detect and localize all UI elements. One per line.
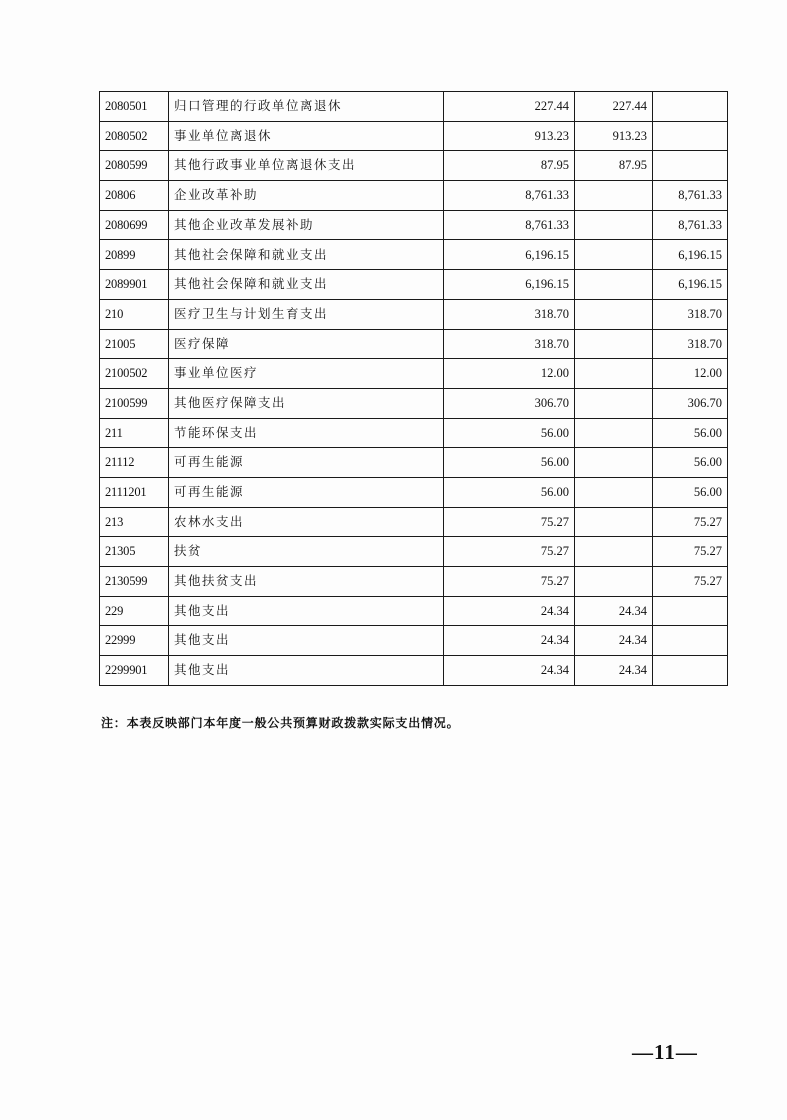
account-code-cell: 213 bbox=[100, 507, 169, 537]
account-name-cell: 其他企业改革发展补助 bbox=[169, 210, 444, 240]
account-code-cell: 2130599 bbox=[100, 567, 169, 597]
basic-expenditure-cell bbox=[575, 299, 653, 329]
total-amount-cell: 318.70 bbox=[444, 329, 575, 359]
account-name-cell: 节能环保支出 bbox=[169, 418, 444, 448]
account-name-cell: 其他行政事业单位离退休支出 bbox=[169, 151, 444, 181]
basic-expenditure-cell bbox=[575, 388, 653, 418]
table-row bbox=[100, 329, 728, 359]
total-amount-cell: 56.00 bbox=[444, 477, 575, 507]
basic-expenditure-cell bbox=[575, 477, 653, 507]
project-expenditure-cell: 56.00 bbox=[653, 418, 728, 448]
account-code-cell: 210 bbox=[100, 299, 169, 329]
account-code-cell: 211 bbox=[100, 418, 169, 448]
project-expenditure-cell bbox=[653, 656, 728, 686]
basic-expenditure-cell bbox=[575, 537, 653, 567]
basic-expenditure-cell: 87.95 bbox=[575, 151, 653, 181]
account-name-cell: 其他社会保障和就业支出 bbox=[169, 240, 444, 270]
project-expenditure-cell: 318.70 bbox=[653, 329, 728, 359]
basic-expenditure-cell: 24.34 bbox=[575, 656, 653, 686]
table-row bbox=[100, 507, 728, 537]
project-expenditure-cell: 12.00 bbox=[653, 359, 728, 389]
account-name-cell: 农林水支出 bbox=[169, 507, 444, 537]
account-name-cell: 医疗卫生与计划生育支出 bbox=[169, 299, 444, 329]
total-amount-cell: 56.00 bbox=[444, 418, 575, 448]
table-body bbox=[100, 92, 728, 686]
basic-expenditure-cell bbox=[575, 240, 653, 270]
table-row bbox=[100, 181, 728, 211]
account-name-cell: 事业单位医疗 bbox=[169, 359, 444, 389]
account-name-cell: 归口管理的行政单位离退休 bbox=[169, 92, 444, 122]
table-note: 注：本表反映部门本年度一般公共预算财政拨款实际支出情况。 bbox=[101, 716, 460, 730]
project-expenditure-cell: 318.70 bbox=[653, 299, 728, 329]
total-amount-cell: 227.44 bbox=[444, 92, 575, 122]
total-amount-cell: 318.70 bbox=[444, 299, 575, 329]
total-amount-cell: 75.27 bbox=[444, 567, 575, 597]
account-name-cell: 其他医疗保障支出 bbox=[169, 388, 444, 418]
account-code-cell: 2100599 bbox=[100, 388, 169, 418]
account-name-cell: 可再生能源 bbox=[169, 448, 444, 478]
account-code-cell: 2100502 bbox=[100, 359, 169, 389]
table-row bbox=[100, 121, 728, 151]
account-code-cell: 21005 bbox=[100, 329, 169, 359]
table-row bbox=[100, 388, 728, 418]
table-row bbox=[100, 448, 728, 478]
account-code-cell: 21305 bbox=[100, 537, 169, 567]
basic-expenditure-cell bbox=[575, 567, 653, 597]
account-code-cell: 20806 bbox=[100, 181, 169, 211]
table-row bbox=[100, 270, 728, 300]
account-name-cell: 企业改革补助 bbox=[169, 181, 444, 211]
total-amount-cell: 24.34 bbox=[444, 626, 575, 656]
account-code-cell: 2111201 bbox=[100, 477, 169, 507]
total-amount-cell: 913.23 bbox=[444, 121, 575, 151]
page-number: —11— bbox=[632, 1040, 698, 1064]
account-name-cell: 医疗保障 bbox=[169, 329, 444, 359]
basic-expenditure-cell bbox=[575, 418, 653, 448]
account-code-cell: 21112 bbox=[100, 448, 169, 478]
table-row bbox=[100, 477, 728, 507]
total-amount-cell: 24.34 bbox=[444, 596, 575, 626]
account-name-cell: 其他支出 bbox=[169, 596, 444, 626]
table-row bbox=[100, 240, 728, 270]
table-row bbox=[100, 359, 728, 389]
basic-expenditure-cell bbox=[575, 181, 653, 211]
table-row bbox=[100, 299, 728, 329]
project-expenditure-cell: 75.27 bbox=[653, 537, 728, 567]
account-code-cell: 2080699 bbox=[100, 210, 169, 240]
basic-expenditure-cell bbox=[575, 270, 653, 300]
total-amount-cell: 87.95 bbox=[444, 151, 575, 181]
basic-expenditure-cell: 24.34 bbox=[575, 596, 653, 626]
table-row bbox=[100, 567, 728, 597]
project-expenditure-cell: 8,761.33 bbox=[653, 210, 728, 240]
table-row bbox=[100, 92, 728, 122]
project-expenditure-cell bbox=[653, 626, 728, 656]
table-row bbox=[100, 626, 728, 656]
total-amount-cell: 56.00 bbox=[444, 448, 575, 478]
account-code-cell: 2089901 bbox=[100, 270, 169, 300]
basic-expenditure-cell bbox=[575, 448, 653, 478]
table-row bbox=[100, 210, 728, 240]
account-code-cell: 229 bbox=[100, 596, 169, 626]
total-amount-cell: 12.00 bbox=[444, 359, 575, 389]
project-expenditure-cell: 6,196.15 bbox=[653, 240, 728, 270]
project-expenditure-cell: 56.00 bbox=[653, 477, 728, 507]
total-amount-cell: 75.27 bbox=[444, 507, 575, 537]
project-expenditure-cell: 75.27 bbox=[653, 567, 728, 597]
total-amount-cell: 8,761.33 bbox=[444, 210, 575, 240]
account-code-cell: 22999 bbox=[100, 626, 169, 656]
account-name-cell: 其他支出 bbox=[169, 626, 444, 656]
total-amount-cell: 8,761.33 bbox=[444, 181, 575, 211]
total-amount-cell: 6,196.15 bbox=[444, 270, 575, 300]
table-row bbox=[100, 656, 728, 686]
account-code-cell: 2299901 bbox=[100, 656, 169, 686]
account-code-cell: 2080502 bbox=[100, 121, 169, 151]
project-expenditure-cell: 306.70 bbox=[653, 388, 728, 418]
account-name-cell: 事业单位离退休 bbox=[169, 121, 444, 151]
total-amount-cell: 75.27 bbox=[444, 537, 575, 567]
basic-expenditure-cell bbox=[575, 210, 653, 240]
basic-expenditure-cell bbox=[575, 507, 653, 537]
account-code-cell: 20899 bbox=[100, 240, 169, 270]
account-name-cell: 其他社会保障和就业支出 bbox=[169, 270, 444, 300]
table-row bbox=[100, 418, 728, 448]
project-expenditure-cell: 75.27 bbox=[653, 507, 728, 537]
account-code-cell: 2080501 bbox=[100, 92, 169, 122]
total-amount-cell: 306.70 bbox=[444, 388, 575, 418]
basic-expenditure-cell: 913.23 bbox=[575, 121, 653, 151]
project-expenditure-cell: 56.00 bbox=[653, 448, 728, 478]
project-expenditure-cell bbox=[653, 92, 728, 122]
table-row bbox=[100, 537, 728, 567]
basic-expenditure-cell bbox=[575, 359, 653, 389]
project-expenditure-cell bbox=[653, 596, 728, 626]
account-name-cell: 扶贫 bbox=[169, 537, 444, 567]
table-row bbox=[100, 151, 728, 181]
expenditure-table bbox=[99, 91, 728, 686]
project-expenditure-cell bbox=[653, 151, 728, 181]
basic-expenditure-cell: 227.44 bbox=[575, 92, 653, 122]
total-amount-cell: 24.34 bbox=[444, 656, 575, 686]
project-expenditure-cell bbox=[653, 121, 728, 151]
account-name-cell: 其他支出 bbox=[169, 656, 444, 686]
basic-expenditure-cell bbox=[575, 329, 653, 359]
basic-expenditure-cell: 24.34 bbox=[575, 626, 653, 656]
account-name-cell: 其他扶贫支出 bbox=[169, 567, 444, 597]
project-expenditure-cell: 8,761.33 bbox=[653, 181, 728, 211]
project-expenditure-cell: 6,196.15 bbox=[653, 270, 728, 300]
total-amount-cell: 6,196.15 bbox=[444, 240, 575, 270]
table-row bbox=[100, 596, 728, 626]
account-name-cell: 可再生能源 bbox=[169, 477, 444, 507]
account-code-cell: 2080599 bbox=[100, 151, 169, 181]
